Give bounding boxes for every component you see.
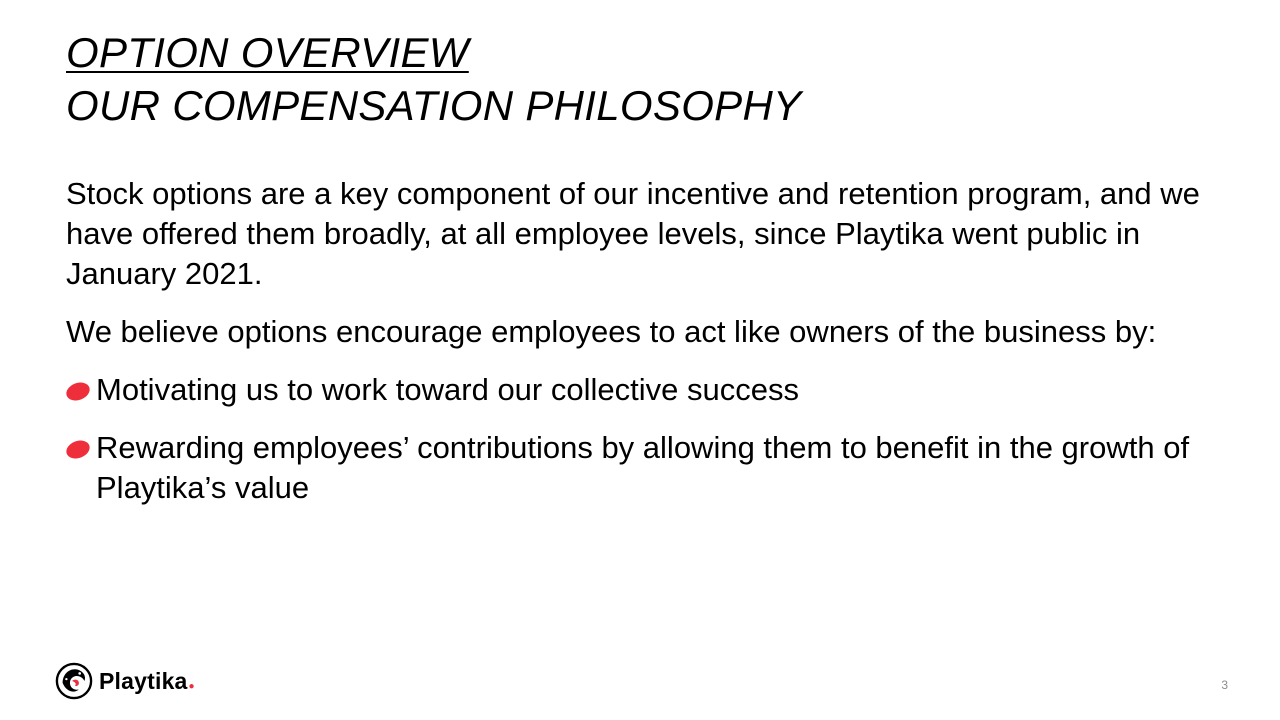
slide-body (66, 174, 1236, 526)
bullet-text: Motivating us to work toward our collective success (96, 372, 799, 407)
logo-dot-icon: ● (188, 681, 195, 692)
page-number: 3 (1221, 678, 1228, 692)
company-logo (55, 662, 195, 700)
logo-wordmark: Playtika (99, 667, 188, 694)
slide-title (66, 26, 801, 132)
bullet-text: Rewarding employees’ contributions by allowing them to benefit in the growth of Playtika’s value (96, 430, 1190, 505)
playtika-cheetah-logo-icon (55, 662, 93, 700)
paragraph-intro: Stock options are a key component of our incentive and retention program, and we have offered them broadly, at all employee levels, since Playtika went public in January 2021. (66, 176, 1200, 291)
title-line-1: OPTION OVERVIEW (66, 29, 469, 76)
bullet-dot-icon (64, 379, 92, 403)
bullet-list (66, 370, 1236, 508)
title-line-2: OUR COMPENSATION PHILOSOPHY (66, 82, 802, 129)
bullet-item (66, 428, 1236, 508)
bullet-item (66, 370, 1236, 410)
paragraph-belief: We believe options encourage employees to act like owners of the business by: (66, 314, 1157, 349)
bullet-dot-icon (64, 437, 92, 461)
